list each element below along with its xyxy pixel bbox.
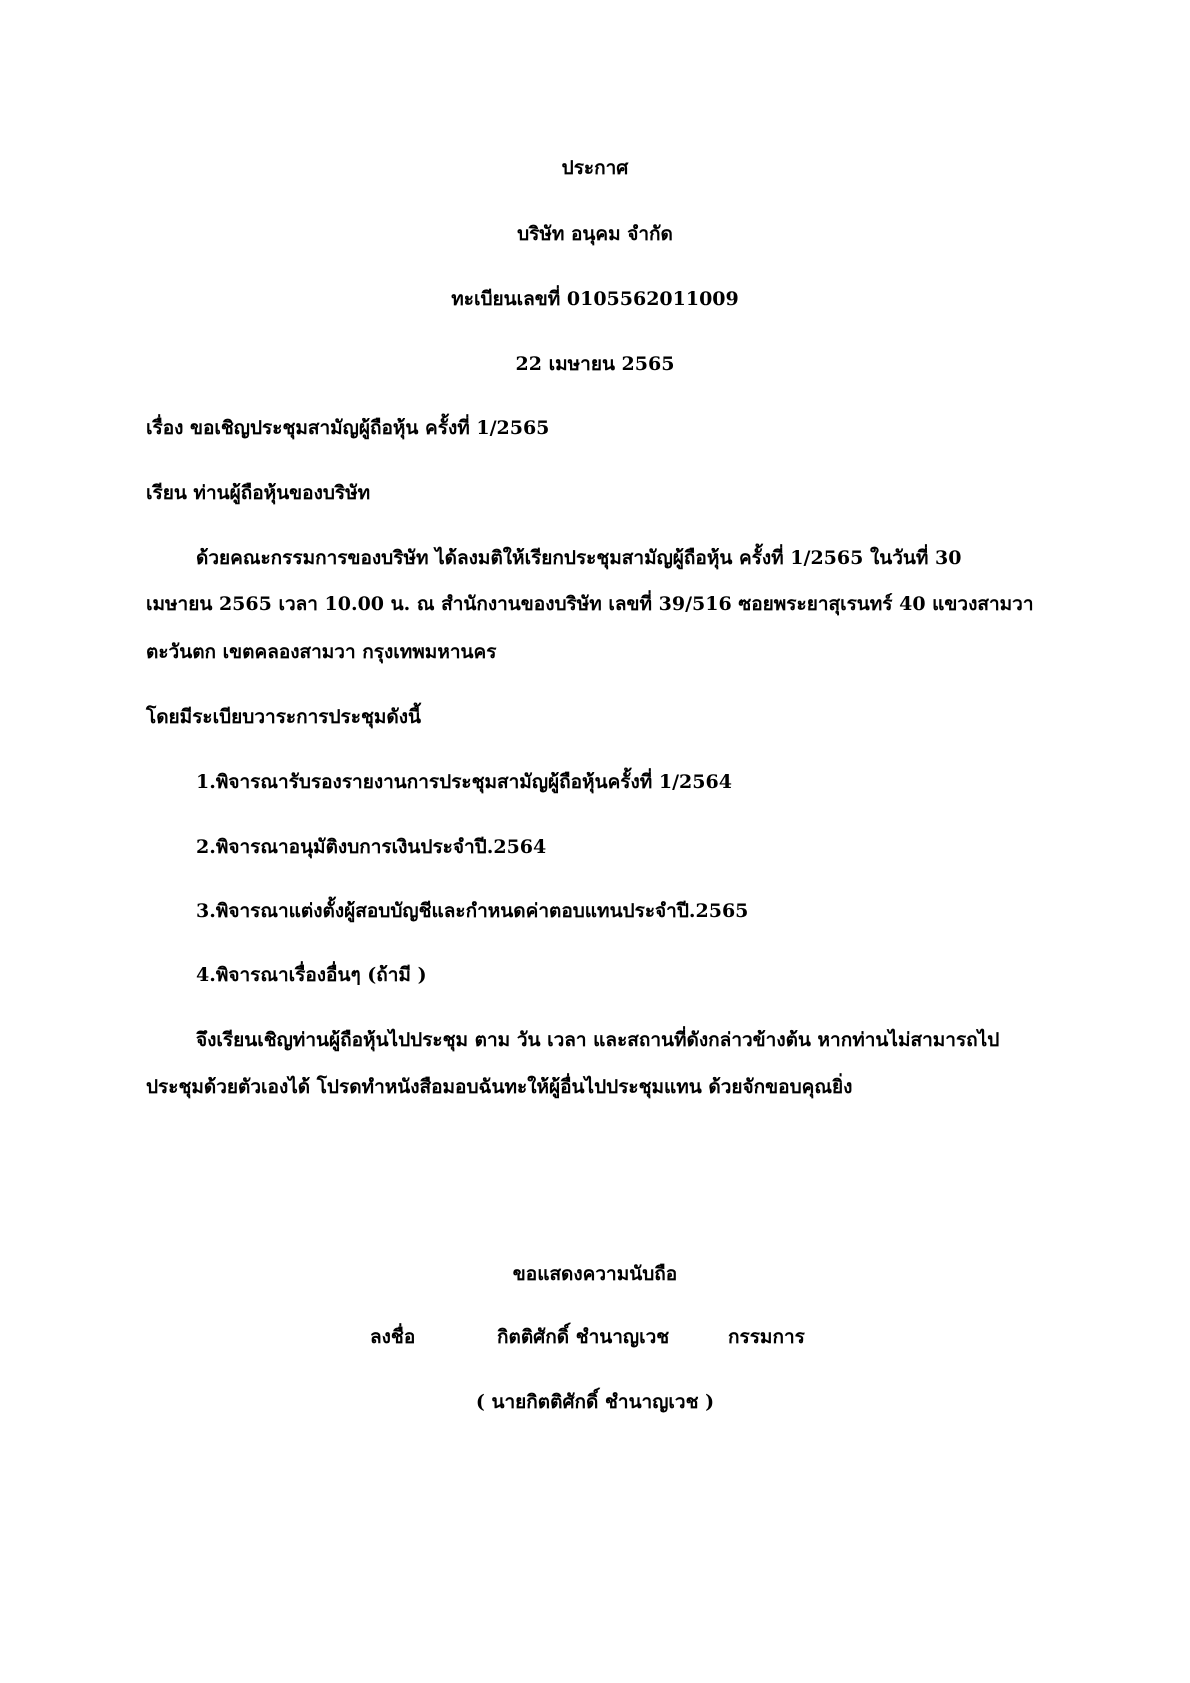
document-date: 22 เมษายน 2565 <box>515 353 675 375</box>
announcement-heading: ประกาศ <box>561 157 629 179</box>
signature-label: ลงชื่อ <box>370 1326 416 1348</box>
company-name: บริษัท อนุคม จำกัด <box>517 223 673 245</box>
salutation-line: เรียน ท่านผู้ถือหุ้นของบริษัท <box>146 482 371 504</box>
paragraph2-line1: จึงเรียนเชิญท่านผู้ถือหุ้นไปประชุม ตาม วัน เวลา และสถานที่ดังกล่าวข้างต้น หากท่านไม่สามารถไป <box>196 1029 1000 1051</box>
agenda-item-3: 3.พิจารณาแต่งตั้งผู้สอบบัญชีและกำหนดค่าตอบแทนประจำปี.2565 <box>196 900 749 922</box>
agenda-intro: โดยมีระเบียบวาระการประชุมดังนี้ <box>146 706 421 728</box>
subject-line: เรื่อง ขอเชิญประชุมสามัญผู้ถือหุ้น ครั้งที่ 1/2565 <box>146 417 550 439</box>
agenda-item-4: 4.พิจารณาเรื่องอื่นๆ (ถ้ามี ) <box>196 964 427 986</box>
agenda-item-2: 2.พิจารณาอนุมัติงบการเงินประจำปี.2564 <box>196 836 547 858</box>
closing-regards: ขอแสดงความนับถือ <box>512 1263 678 1285</box>
registration-number: ทะเบียนเลขที่ 0105562011009 <box>451 288 739 310</box>
paragraph1-line1: ด้วยคณะกรรมการของบริษัท ได้ลงมติให้เรียกประชุมสามัญผู้ถือหุ้น ครั้งที่ 1/2565 ในวันที่ 30 <box>196 547 962 569</box>
agenda-item-1: 1.พิจารณารับรองรายงานการประชุมสามัญผู้ถือหุ้นครั้งที่ 1/2564 <box>196 771 732 793</box>
paragraph1-line2: เมษายน 2565 เวลา 10.00 น. ณ สำนักงานของบริษัท เลขที่ 39/516 ซอยพระยาสุเรนทร์ 40 แขวงสามวา <box>146 593 1034 615</box>
signer-name: กิตติศักดิ์ ชำนาญเวช <box>497 1326 670 1348</box>
signer-full-name: ( นายกิตติศักดิ์ ชำนาญเวช ) <box>475 1391 715 1413</box>
paragraph1-line3: ตะวันตก เขตคลองสามวา กรุงเทพมหานคร <box>146 641 497 663</box>
signer-title: กรรมการ <box>728 1326 805 1348</box>
paragraph2-line2: ประชุมด้วยตัวเองได้ โปรดทำหนังสือมอบฉันทะให้ผู้อื่นไปประชุมแทน ด้วยจักขอบคุณยิ่ง <box>146 1076 853 1098</box>
